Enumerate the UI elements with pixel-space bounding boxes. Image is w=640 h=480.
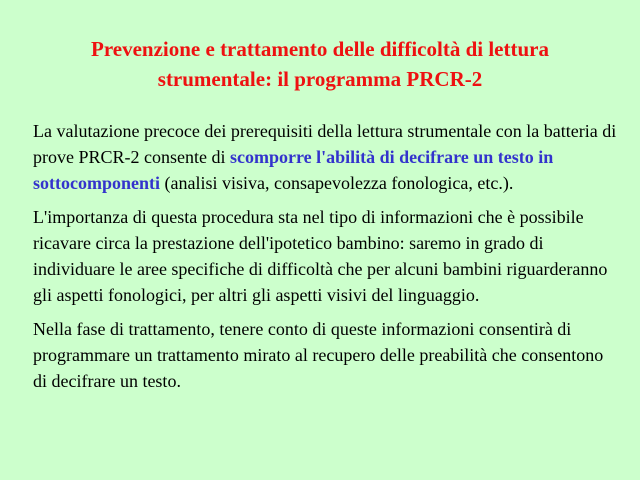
paragraph-1 — [33, 118, 618, 196]
paragraph-2: L'importanza di questa procedura sta nel tipo di informazioni che è possibile ricavare circa la prestazione dell'ipotetico bambino: saremo in grado di individuare le aree specifiche di difficoltà che per alcuni bambini riguarderanno gli aspetti fonologici, per altri gli aspetti visivi del linguaggio. — [33, 207, 608, 305]
slide-body — [33, 118, 618, 402]
slide-title — [20, 34, 620, 94]
slide-title-line1: Prevenzione e trattamento delle difficoltà di lettura — [91, 37, 549, 61]
paragraph-3: Nella fase di trattamento, tenere conto di queste informazioni consentirà di programmare un trattamento mirato al recupero delle preabilità che consentono di decifrare un testo. — [33, 319, 604, 391]
slide-title-line2: strumentale: il programma PRCR-2 — [157, 67, 483, 91]
paragraph-1-highlight: scomporre l'abilità di decifrare un testo in sottocomponenti — [33, 147, 554, 193]
paragraph-1-text-before: La valutazione precoce dei prerequisiti della lettura strumentale con la batteria di prove PRCR-2 consente di — [33, 121, 617, 167]
paragraph-1-text-after: (analisi visiva, consapevolezza fonologica, etc.). — [160, 173, 514, 193]
